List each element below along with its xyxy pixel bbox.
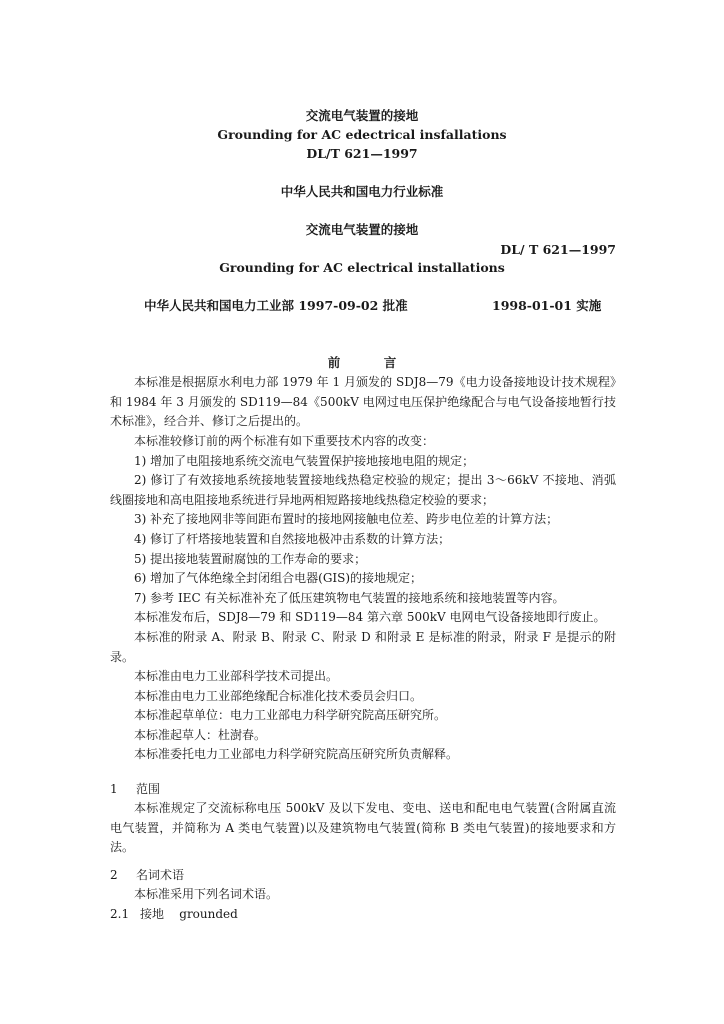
foreword-replace: 本标准发布后，SDJ8—79 和 SD119—84 第六章 500kV 电网电气设备接地即行废止。 <box>134 610 606 625</box>
section-2-1-number: 2.1 <box>110 907 130 921</box>
section-2-heading <box>110 866 184 885</box>
implementation-date: 1998-01-01 实施 <box>492 298 602 313</box>
foreword-proposed: 本标准由电力工业部科学技术司提出。 <box>134 669 339 683</box>
foreword-drafter-unit: 本标准起草单位：电力工业部电力科学研究院高压研究所。 <box>134 708 447 723</box>
section-1-title: 范围 <box>136 782 161 796</box>
section-2-body: 本标准采用下列名词术语。 <box>134 887 279 901</box>
change-item-1: 1) 增加了电阻接地系统交流电气装置保护接地接地电阻的规定； <box>134 453 475 468</box>
foreword-drafter: 本标准起草人：杜澍春。 <box>134 727 267 742</box>
foreword-title: 前 言 <box>327 355 397 370</box>
standard-code-right: DL/ T 621—1997 <box>500 242 616 257</box>
section-1-body: 本标准规定了交流标称电压 500kV 及以下发电、变电、送电和配电电气装置(含附属直流电气装置，并简称为 A 类电气装置)以及建筑物电气装置(简称 B 类电气装置)的接地要求和方法。 <box>110 801 616 855</box>
foreword-annex: 本标准的附录 A、附录 B、附录 C、附录 D 和附录 E 是标准的附录，附录 F 是提示的附录。 <box>110 630 616 664</box>
section-1-heading <box>110 780 160 799</box>
change-item-3: 3) 补充了接地网非等间距布置时的接地网接触电位差、跨步电位差的计算方法； <box>134 512 559 527</box>
title-en: Grounding for AC edectrical insfallations <box>217 127 507 142</box>
change-item-7: 7) 参考 IEC 有关标准补充了低压建筑物电气装置的接地系统和接地装置等内容。 <box>134 590 565 605</box>
section-2-1-title: 接地 grounded <box>140 907 238 921</box>
standard-body: 中华人民共和国电力行业标准 <box>280 184 444 199</box>
foreword-managed: 本标准由电力工业部绝缘配合标准化技术委员会归口。 <box>134 688 423 703</box>
section-2-number: 2 <box>110 868 118 882</box>
foreword-intro: 本标准是根据原水利电力部 1979 年 1 月颁发的 SDJ8—79《电力设备接地设计技术规程》和 1984 年 3 月颁发的 SD119—84《500kV 电网过电压保护绝缘配合与电气设备接地暂行技术标准》，经合并、修订之后提出的。 <box>110 375 616 429</box>
foreword-interpret: 本标准委托电力工业部电力科学研究院高压研究所负责解释。 <box>134 747 459 762</box>
section-2-1-heading <box>110 905 238 924</box>
subtitle-en: Grounding for AC electrical installations <box>219 260 505 275</box>
subtitle-cn: 交流电气装置的接地 <box>305 222 419 237</box>
change-item-6: 6) 增加了气体绝缘全封闭组合电器(GIS)的接地规定； <box>134 571 423 586</box>
change-item-4: 4) 修订了杆塔接地装置和自然接地极冲击系数的计算方法； <box>134 532 451 546</box>
title-cn: 交流电气装置的接地 <box>305 108 419 123</box>
section-1-number: 1 <box>110 782 118 796</box>
change-item-5: 5) 提出接地装置耐腐蚀的工作寿命的要求； <box>134 551 367 566</box>
foreword-changes-intro: 本标准较修订前的两个标准有如下重要技术内容的改变： <box>134 434 435 448</box>
standard-code: DL/T 621—1997 <box>306 146 418 161</box>
section-2-title: 名词术语 <box>136 868 185 882</box>
approval-date: 中华人民共和国电力工业部 1997-09-02 批准 <box>144 298 408 313</box>
change-item-2: 2) 修订了有效接地系统接地装置接地线热稳定校验的规定；提出 3～66kV 不接地、消弧线圈接地和高电阻接地系统进行异地两相短路接地线热稳定校验的要求； <box>110 473 616 507</box>
